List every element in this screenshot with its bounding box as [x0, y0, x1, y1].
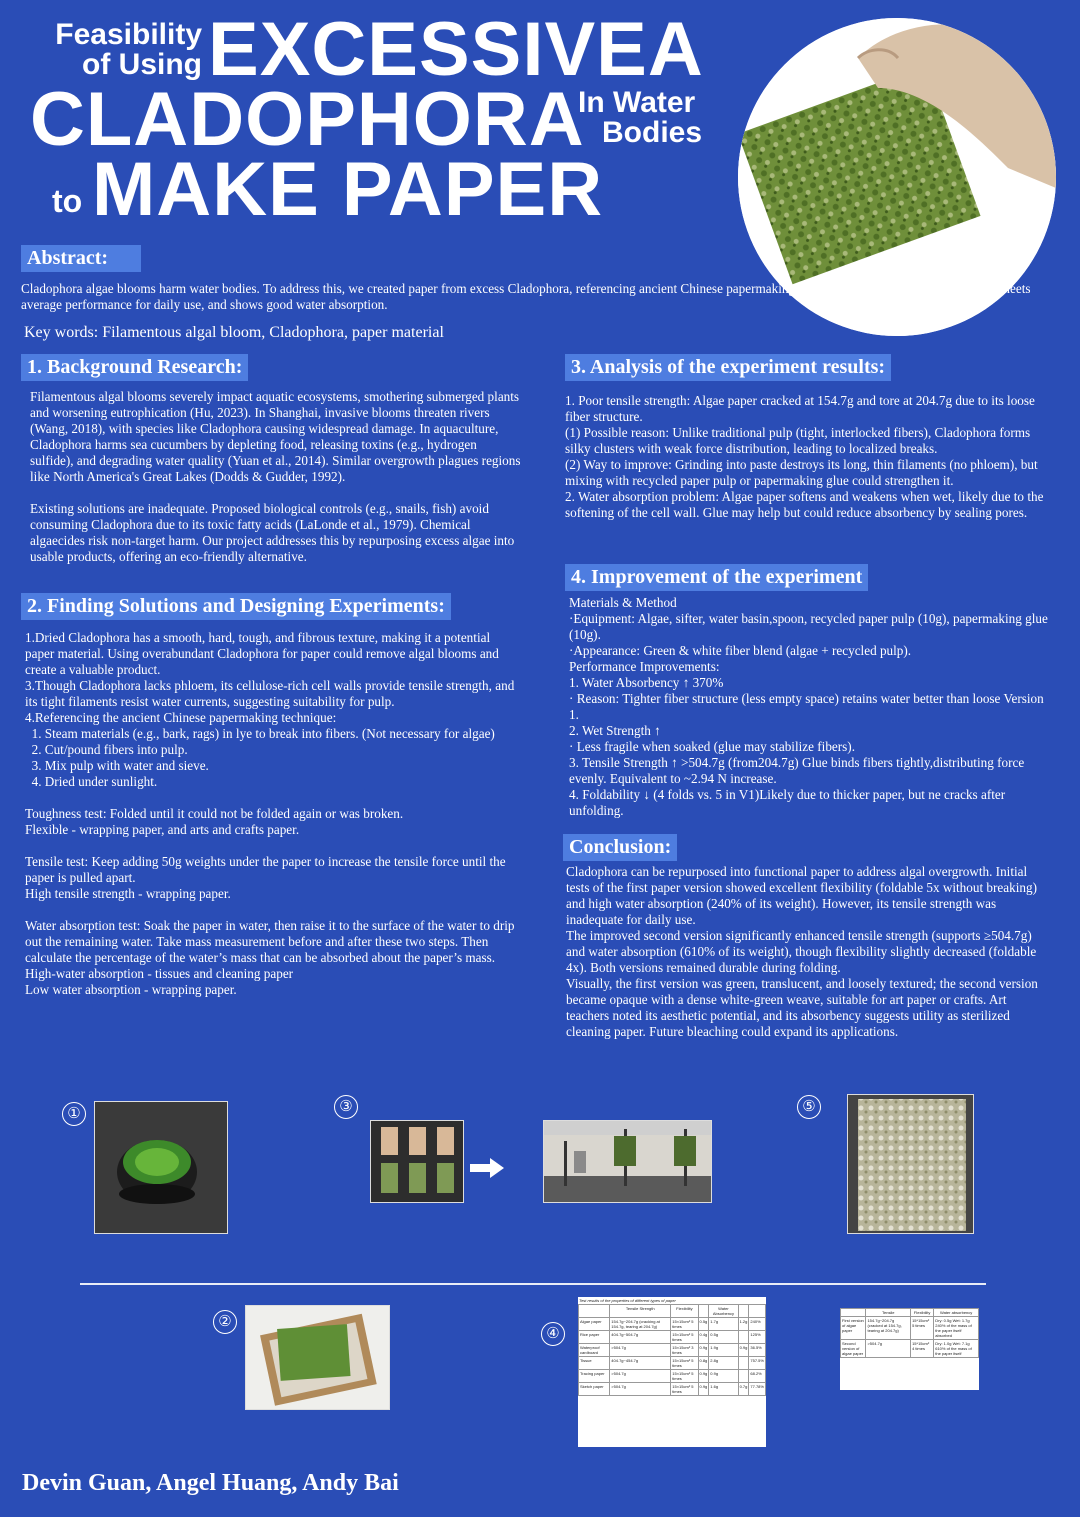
divider-line — [80, 1283, 986, 1285]
section4-line: ·Equipment: Algae, sifter, water basin,spoon, recycled paper pulp (10g), papermaking glue (10g). — [569, 611, 1048, 642]
figure-number-2: ② — [213, 1310, 237, 1334]
conclusion-line: Cladophora can be repurposed into functional paper to address algal overgrowth. Initial tests of the first paper version showed excellent flexibility (foldable 5x without breaking) and high water absorption (240% of its weight). However, its tensile strength was inadequate for daily use. — [566, 864, 1037, 927]
section2-line: 1. Steam materials (e.g., bark, rags) in lye to break into fibers. (Not necessary for algae) — [25, 726, 495, 741]
table-row: Tracing paper >504.7g 15×15cm² 5 times 0.9g 0.9g 68.2% — [579, 1370, 766, 1383]
section2-line: 1.Dried Cladophora has a smooth, hard, tough, and fibrous texture, making it a potential paper material. Using overabundant Cladophora for paper could remove algal blooms and create a valuable product. — [25, 630, 499, 677]
abstract-heading: Abstract: — [21, 245, 141, 272]
tensile-setup-illustration — [544, 1121, 711, 1202]
section2-line: 4. Dried under sunlight. — [25, 774, 158, 789]
comparison-table: Tensile Strength Flexibility Water Absorbency Algae paper 154.7g~204.7g (cracking at 154.7g, tearing at 204.7g) 15×15cm² 5 times 0.5g 1.7g 1.2g 240% Rice paper 404.7g~504.7g 15×15cm² 5 times 0.4g 0.5g 125% Waterproof cardboard >504.7g 15×15cm² 3 times 0.9g 1.9g 0.9g 36.5% Tissue 404.7g~454.7g 15×15cm² 5 times 0.8g 2.8g 757.5% Tracing paper >504.7g 15×15cm² 5 times 0.9g 0.9g 68.2% Sketch paper >504.7g 15×15cm² 5 times 0.9g 1.6g 0.7g 77.78% — [580, 1306, 764, 1394]
conclusion-body — [566, 864, 1052, 1040]
table-row: Algae paper 154.7g~204.7g (cracking at 154.7g, tearing at 204.7g) 15×15cm² 5 times 0.5g 1.7g 1.2g 240% — [579, 1318, 766, 1331]
section2-line: 2. Cut/pound fibers into pulp. — [25, 742, 188, 757]
photo-tensile-setup — [543, 1120, 712, 1203]
section2-line: 3. Mix pulp with water and sieve. — [25, 758, 209, 773]
section2-heading: 2. Finding Solutions and Designing Experiments: — [21, 593, 451, 620]
figure-number-5: ⑤ — [797, 1095, 821, 1119]
water-high: High-water absorption - tissues and cleaning paper — [25, 966, 294, 981]
title-small-3: to — [52, 183, 83, 219]
title-big-3: MAKE PAPER — [92, 147, 604, 232]
abstract-text: Cladophora algae blooms harm water bodies. To address this, we created paper from excess Cladophora, referencing ancient Chinese papermaking. According to test results, algae paper meets average performance for daily use, and shows good water absorption. — [21, 281, 1031, 312]
title-big-2: CLADOPHORA — [30, 77, 585, 162]
section2-line: 4.Referencing the ancient Chinese papermaking technique: — [25, 710, 337, 725]
jar-illustration — [95, 1102, 227, 1233]
paper-strips-illustration — [371, 1121, 463, 1202]
photo-paper-strips — [370, 1120, 464, 1203]
tensile-test: Tensile test: Keep adding 50g weights under the paper to increase the tensile force until the paper is pulled apart. — [25, 854, 506, 885]
section3-line: (1) Possible reason: Unlike traditional pulp (tight, interlocked fibers), Cladophora forms silky clusters with weak force distribution, leading to localized breaks. — [565, 425, 1031, 456]
section4-line: 2. Wet Strength ↑ — [569, 723, 661, 738]
section4-line: 1. Water Absorbency ↑ 370% — [569, 675, 724, 690]
photo-paper-drying — [245, 1305, 390, 1410]
title-big-1: EXCESSIVEA — [208, 7, 704, 92]
toughness-test: Toughness test: Folded until it could not be folded again or was broken. — [25, 806, 404, 821]
arrow-right-icon — [470, 1158, 504, 1183]
section3-line: 1. Poor tensile strength: Algae paper cracked at 154.7g and tore at 204.7g due to its loose fiber structure. — [565, 393, 1035, 424]
section2-body — [25, 630, 519, 998]
photo-second-version-paper — [847, 1094, 974, 1234]
section1-paragraph: Existing solutions are inadequate. Proposed biological controls (e.g., snails, fish) avoid consuming Cladophora due to its toxic fatty acids (LaLonde et al., 1979). Chemical algaecides risk non-target harm. Our project addresses this by repurposing excess algae into usable products, offering an eco-friendly alternative. — [30, 501, 515, 564]
section4-line: Performance Improvements: — [569, 659, 720, 674]
title-small-1: Feasibility of Using — [55, 18, 202, 81]
water-low: Low water absorption - wrapping paper. — [25, 982, 237, 997]
water-test: Water absorption test: Soak the paper in water, then raise it to the surface of the water to drip out the remaining water. Take mass measurement before and after these two steps. Then calculate the percentage of the water’s mass that can be absorbed about the paper’s mass. — [25, 918, 515, 965]
toughness-use: Flexible - wrapping paper, and arts and crafts paper. — [25, 822, 300, 837]
figure-number-1: ① — [62, 1102, 86, 1126]
section4-line: · Reason: Tighter fiber structure (less empty space) retains water better than loose Version 1. — [569, 691, 1044, 722]
section4-line: 3. Tensile Strength ↑ >504.7g (from204.7g) Glue binds fibers tightly,distributing force evenly. Equivalent to ~2.94 N increase. — [569, 755, 1025, 786]
table-row: Rice paper 404.7g~504.7g 15×15cm² 5 times 0.4g 0.5g 125% — [579, 1331, 766, 1344]
title-small-2: In Water Bodies — [578, 86, 703, 149]
keywords: Key words: Filamentous algal bloom, Cladophora, paper material — [24, 324, 444, 341]
table-row: Sketch paper >504.7g 15×15cm² 5 times 0.9g 1.6g 0.7g 77.78% — [580, 1384, 764, 1394]
section2-line: 3.Though Cladophora lacks phloem, its cellulose-rich cell walls provide tensile strength, and its tight filaments resist water currents, suggesting suitability for pulp. — [25, 678, 515, 709]
conclusion-heading: Conclusion: — [563, 834, 677, 861]
section3-body — [565, 393, 1055, 521]
figure-number-4: ④ — [541, 1322, 565, 1346]
table-caption: Test results of the properties of different types of paper — [579, 1298, 676, 1303]
authors: Devin Guan, Angel Huang, Andy Bai — [22, 1470, 399, 1496]
section4-line: Materials & Method — [569, 595, 677, 610]
table-row: Waterproof cardboard >504.7g 15×15cm² 3 times 0.9g 1.9g 0.9g 36.5% — [579, 1344, 766, 1357]
section1-body — [30, 389, 522, 565]
section1-heading: 1. Background Research: — [21, 354, 248, 381]
section4-body — [569, 595, 1049, 819]
section4-line: ·Appearance: Green & white fiber blend (algae + recycled pulp). — [569, 643, 912, 658]
section4-line: · Less fragile when soaked (glue may stabilize fibers). — [569, 739, 855, 754]
poster-title — [0, 0, 730, 230]
results-table-versions — [840, 1308, 979, 1390]
tensile-use: High tensile strength - wrapping paper. — [25, 886, 231, 901]
figure-number-3: ③ — [334, 1095, 358, 1119]
section3-line: 2. Water absorption problem: Algae paper softens and weakens when wet, likely due to the softening of the cell wall. Glue may help but could reduce absorbency by sealing pores. — [565, 489, 1044, 520]
section4-heading: 4. Improvement of the experiment — [565, 564, 868, 591]
results-table-full — [578, 1297, 766, 1447]
section3-line: (2) Way to improve: Grinding into paste destroys its long, thin filaments (no phloem), but mixing with recycled paper pulp or papermaking glue could strengthen it. — [565, 457, 1038, 488]
table-row: Tissue 404.7g~454.7g 15×15cm² 5 times 0.8g 2.8g 757.5% — [580, 1358, 764, 1368]
conclusion-line: The improved second version significantly enhanced tensile strength (supports ≥504.7g) and water absorption (610% of its weight), though flexibility slightly decreased (foldable 4x). Both versions remained durable during folding. — [566, 928, 1037, 975]
section3-heading: 3. Analysis of the experiment results: — [565, 354, 891, 381]
version-comparison-table: Tensile Flexibility Water absorbency First version of algae paper 154.7g~204.7g (cracked at 154.7g, tearing at 204.7g) 15*15cm² 5 times Dry: 0.5g Wet: 1.7g 240% of the mass of the paper itself absorbed Second version of algae paper >504.7g 15*15cm² 4 times Dry: 1.0g Wet: 7.1g 610% of the mass of the paper itself — [840, 1308, 979, 1358]
conclusion-line: Visually, the first version was green, translucent, and loosely textured; the second version became opaque with a dense white-green weave, suitable for art paper or crafts. Art teachers noted its aesthetic potential, and its absorbency suggests utility as sterilized cleaning paper. Future bleaching could expand its applications. — [566, 976, 1038, 1039]
section4-line: 4. Foldability ↓ (4 folds vs. 5 in V1)Likely due to thicker paper, but ne cracks after unfolding. — [569, 787, 1006, 818]
photo-algae-jar — [94, 1101, 228, 1234]
table-row: Second version of algae paper >504.7g 15*15cm² 4 times Dry: 1.0g Wet: 7.1g 610% of the mass of the paper itself — [841, 1340, 979, 1358]
second-version-paper-illustration — [848, 1095, 973, 1233]
section1-paragraph: Filamentous algal blooms severely impact aquatic ecosystems, smothering submerged plants and worsening eutrophication (Hu, 2023). In Shanghai, invasive blooms threaten rivers (Wang, 2018), with species like Cladophora causing widespread damage. In aquaculture, Cladophora harms sea cucumbers by depleting food, releasing toxins (e.g., hydrogen sulfide), and degrading water quality (Yuan et al., 2014). Similar overgrowth plagues regions like North America's Great Lakes (Dodds & Gudder, 1992). — [30, 389, 521, 484]
table-row: First version of algae paper 154.7g~204.7g (cracked at 154.7g, tearing at 204.7g) 15*15cm² 5 times Dry: 0.5g Wet: 1.7g 240% of the mass of the paper itself absorbed — [841, 1317, 979, 1340]
drying-frame-illustration — [246, 1306, 389, 1409]
